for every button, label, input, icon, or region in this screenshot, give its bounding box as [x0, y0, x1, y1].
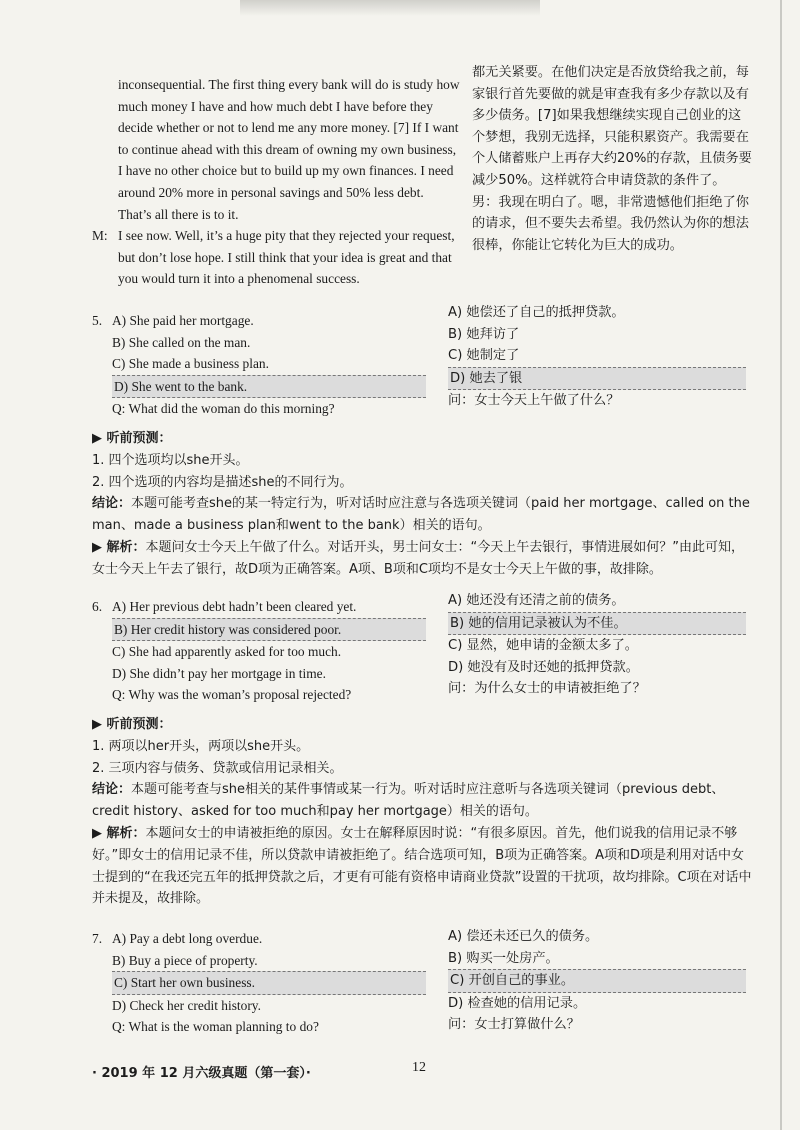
option-c-zh: C) 她制定了 — [448, 348, 520, 364]
option-d-correct: D) She went to the bank. — [112, 375, 426, 399]
option-text: A) Pay a debt long overdue. — [112, 931, 263, 946]
option-b-zh: B) 购买一处房产。 — [448, 950, 559, 966]
conclusion-text: 本题可能考查she的某一特定行为，听对话时应注意与各选项关键词（paid her mortgage、called on the man、made a business plan和went to the bank）相关的语句。 — [92, 496, 750, 534]
explanation — [92, 823, 752, 910]
question-text-zh: 问：为什么女士的申请被拒绝了？ — [448, 681, 646, 697]
speaker-label: M: — [92, 228, 108, 244]
option-text: A) Her previous debt hadn’t been cleared yet. — [112, 599, 357, 614]
option-b-correct: B) Her credit history was considered poor. — [112, 618, 426, 642]
dialogue-paragraph: inconsequential. The first thing every bank will do is study how much money I have and how much debt I have before they decide whether or not to lend me any more money. [7] If I want to continue ahead with this dream of owning my own business, I have no other choice but to build up my own finances. I need around 20% more in personal savings and 50% less debt. That’s all there is to it. — [118, 77, 460, 222]
option-a — [92, 596, 432, 618]
question-text: Q: Why was the woman’s proposal rejected? — [112, 687, 352, 703]
prediction-point: 2. 三项内容与债务、贷款或信用记录相关。 — [92, 760, 343, 776]
option-a — [92, 310, 432, 332]
question-options-chinese — [448, 302, 748, 412]
dialogue-chinese — [472, 62, 752, 256]
prediction-point: 1. 四个选项均以she开头。 — [92, 452, 249, 468]
question-text: Q: What is the woman planning to do? — [112, 1019, 319, 1035]
explanation-text: 本题问女士的申请被拒绝的原因。女士在解释原因时说：“有很多原因。首先，他们说我的信用记录不够好。”即女士的信用记录不佳，所以贷款申请被拒绝了。结合选项可知，B项为正确答案。A项和D项是利用对话中女士提到的“在我还完五年的抵押贷款之后，才更有可能有资格申请商业贷款”设置的干扰项，故均排除。C项在对话中并未提及，故排除。 — [92, 825, 752, 907]
question-options-chinese — [448, 590, 748, 700]
explanation-label: ▶ 解析： — [92, 825, 146, 841]
conclusion-label: 结论： — [92, 782, 132, 798]
page-number: 12 — [412, 1060, 426, 1075]
explanation-label: ▶ 解析： — [92, 539, 146, 555]
dialogue-paragraph-zh: 男：我现在明白了。嗯，非常遗憾他们拒绝了你的请求，但不要失去希望。我仍然认为你的想法很棒，你能让它转化为巨大的成功。 — [472, 194, 749, 253]
question-options-english — [92, 310, 432, 420]
scan-shadow — [240, 0, 540, 16]
question-options-english — [92, 596, 432, 706]
page-edge — [780, 0, 782, 1130]
option-c: C) She had apparently asked for too much. — [112, 644, 342, 660]
option-d-zh: D) 检查她的信用记录。 — [448, 995, 587, 1011]
dialogue-paragraph — [92, 225, 460, 290]
conclusion-text: 本题可能考查与she相关的某件事情或某一行为。听对话时应注意听与各选项关键词（previous debt、credit history、asked for too much和pay her mortgage）相关的语句。 — [92, 782, 725, 820]
question-text-zh: 问：女士今天上午做了什么？ — [448, 393, 620, 409]
prediction-heading: ▶ 听前预测： — [92, 717, 172, 732]
option-b: B) She called on the man. — [112, 334, 251, 350]
option-d: D) Check her credit history. — [112, 997, 261, 1013]
option-d: D) She didn’t pay her mortgage in time. — [112, 665, 326, 681]
option-a — [92, 928, 432, 950]
option-c-correct: C) Start her own business. — [112, 971, 426, 995]
option-text: A) She paid her mortgage. — [112, 313, 254, 328]
option-d-zh: D) 她没有及时还她的抵押贷款。 — [448, 659, 639, 675]
option-c-zh: C) 显然，她申请的金额太多了。 — [448, 638, 638, 654]
conclusion — [92, 779, 752, 823]
explanation — [92, 537, 752, 581]
option-a-zh: A) 她还没有还清之前的债务。 — [448, 593, 625, 608]
question-options-chinese — [448, 926, 748, 1036]
option-b-zh-correct: B) 她的信用记录被认为不佳。 — [448, 612, 746, 636]
option-a-zh: A) 偿还未还已久的债务。 — [448, 929, 599, 944]
conclusion-label: 结论： — [92, 496, 132, 512]
option-c: C) She made a business plan. — [112, 356, 269, 372]
question-options-english — [92, 928, 432, 1038]
option-b: B) Buy a piece of property. — [112, 952, 258, 968]
question-text: Q: What did the woman do this morning? — [112, 401, 335, 417]
explanation-text: 本题问女士今天上午做了什么。对话开头，男士问女士：“今天上午去银行，事情进展如何？”由此可知，女士今天上午去了银行，故D项为正确答案。A项、B项和C项均不是女士今天上午做的事，故排除。 — [92, 539, 745, 577]
dialogue-paragraph-zh: 都无关紧要。在他们决定是否放贷给我之前，每家银行首先要做的就是审查我有多少存款以及有多少债务。[7]如果我想继续实现自己创业的这个梦想，我别无选择，只能积累资产。我需要在个人储蓄账户上再存大约20%的存款，且债务要减少50%。这样就符合申请贷款的条件了。 — [472, 65, 752, 188]
conclusion — [92, 493, 752, 537]
option-c-zh-correct: C) 开创自己的事业。 — [448, 969, 746, 993]
prediction-point: 2. 四个选项的内容均是描述she的不同行为。 — [92, 474, 353, 490]
footer-title: · 2019 年 12 月六级真题（第一套）· — [92, 1066, 311, 1081]
question-number: 5. — [92, 313, 103, 328]
question-text-zh: 问：女士打算做什么？ — [448, 1017, 580, 1033]
prediction-heading: ▶ 听前预测： — [92, 431, 172, 446]
option-d-zh-correct: D) 她去了银 — [448, 367, 746, 391]
dialogue-text: I see now. Well, it’s a huge pity that they rejected your request, but don’t lose hope. I still think that your idea is great and that you would turn it into a phenomenal success. — [118, 228, 455, 287]
dialogue-english — [92, 74, 460, 290]
option-a-zh: A) 她偿还了自己的抵押贷款。 — [448, 305, 625, 320]
analysis-5 — [92, 428, 752, 581]
question-number: 7. — [92, 931, 103, 946]
prediction-point: 1. 两项以her开头，两项以she开头。 — [92, 738, 310, 754]
question-number: 6. — [92, 599, 103, 614]
option-b-zh: B) 她拜访了 — [448, 326, 520, 342]
analysis-6 — [92, 714, 752, 910]
